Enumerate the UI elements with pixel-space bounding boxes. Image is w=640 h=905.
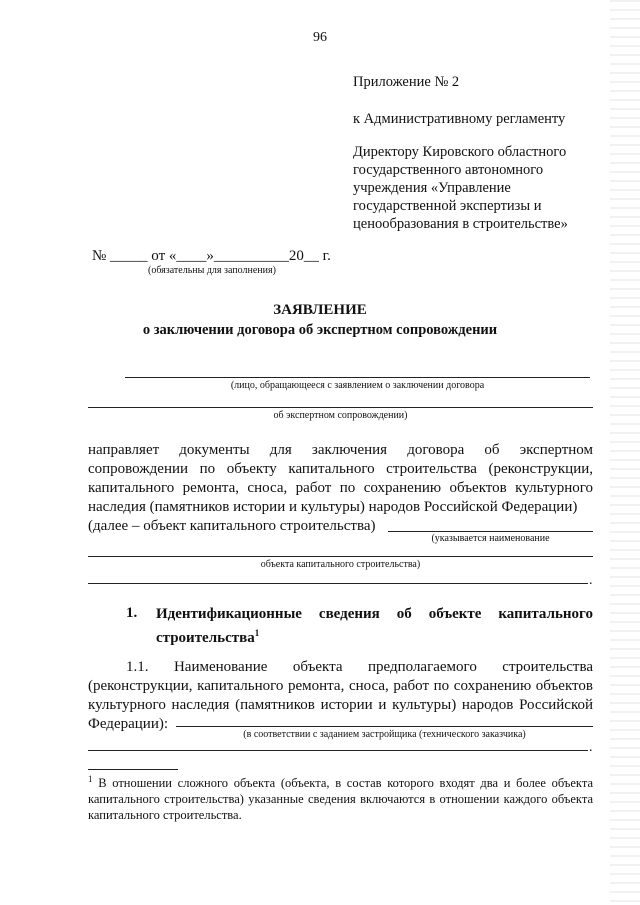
addressee-line: учреждения «Управление bbox=[353, 180, 511, 196]
footnote-mark: 1 bbox=[254, 628, 260, 638]
item-1-1-field-line-2[interactable] bbox=[88, 750, 588, 751]
addressee-line: государственной экспертизы и bbox=[353, 198, 542, 214]
section-title-text: Идентификационные сведения об объекте капитального строительства bbox=[156, 606, 593, 646]
addressee-line: Директору Кировского областного bbox=[353, 144, 567, 160]
item-1-1-caption: (в соответствии с заданием застройщика (технического заказчика) bbox=[243, 729, 526, 740]
object-name-field-line-2[interactable] bbox=[88, 556, 593, 557]
applicant-field-line-2[interactable] bbox=[88, 407, 593, 408]
registration-note: (обязательны для заполнения) bbox=[148, 265, 276, 276]
page-number: 96 bbox=[313, 30, 327, 45]
addressee-line: ценообразования в строительстве» bbox=[353, 216, 568, 232]
object-caption-2: объекта капитального строительства) bbox=[260, 559, 421, 570]
footnote bbox=[88, 771, 593, 823]
footnote-text: В отношении сложного объекта (объекта, в состав которого входят два и более объекта капитального строительства) указанные сведения включаются в отношении каждого объекта капитального строительства. bbox=[88, 776, 593, 823]
item-text: Наименование объекта предполагаемого строительства (реконструкции, капитального ремонта, сноса, работ по сохранению объектов культурного наследия (памятников истории и культуры) народов Российской Федерации): bbox=[88, 659, 594, 732]
applicant-caption-1: (лицо, обращающееся с заявлением о заключении договора bbox=[230, 380, 485, 391]
document-title: ЗАЯВЛЕНИЕ bbox=[273, 302, 367, 318]
item-1-1-text bbox=[88, 658, 593, 734]
appendix-label: Приложение № 2 bbox=[353, 74, 460, 90]
item-number: 1.1. bbox=[126, 659, 149, 675]
object-label: (далее – объект капитального строительства) bbox=[88, 518, 376, 534]
object-name-field-line-3[interactable] bbox=[88, 583, 588, 584]
line-end-dot: . bbox=[589, 740, 593, 755]
applicant-field-line[interactable] bbox=[125, 377, 590, 378]
regulation-label: к Административному регламенту bbox=[353, 111, 566, 127]
footnote-rule bbox=[88, 769, 178, 770]
scan-edge-noise bbox=[610, 0, 640, 905]
object-caption-1: (указывается наименование bbox=[431, 533, 550, 544]
footnote-number: 1 bbox=[88, 774, 93, 784]
object-name-field-line[interactable] bbox=[388, 531, 593, 532]
section-title bbox=[156, 605, 593, 648]
item-1-1-field-line[interactable] bbox=[176, 726, 593, 727]
line-end-dot: . bbox=[589, 573, 593, 588]
addressee-block bbox=[353, 143, 603, 233]
document-subtitle: о заключении договора об экспертном сопровождении bbox=[142, 322, 498, 338]
body-paragraph: направляет документы для заключения договора об экспертном сопровождении по объекту капитального строительства (реконструкции, капитального ремонта, сноса, работ по сохранению объектов культурного наследия (памятников истории и культуры) народов Российской Федерации) bbox=[88, 442, 593, 515]
section-number: 1. bbox=[126, 605, 138, 621]
addressee-line: государственного автономного bbox=[353, 162, 544, 178]
applicant-caption-2: об экспертном сопровождении) bbox=[273, 410, 408, 421]
registration-line: № _____ от «____»__________20__ г. bbox=[92, 248, 331, 264]
